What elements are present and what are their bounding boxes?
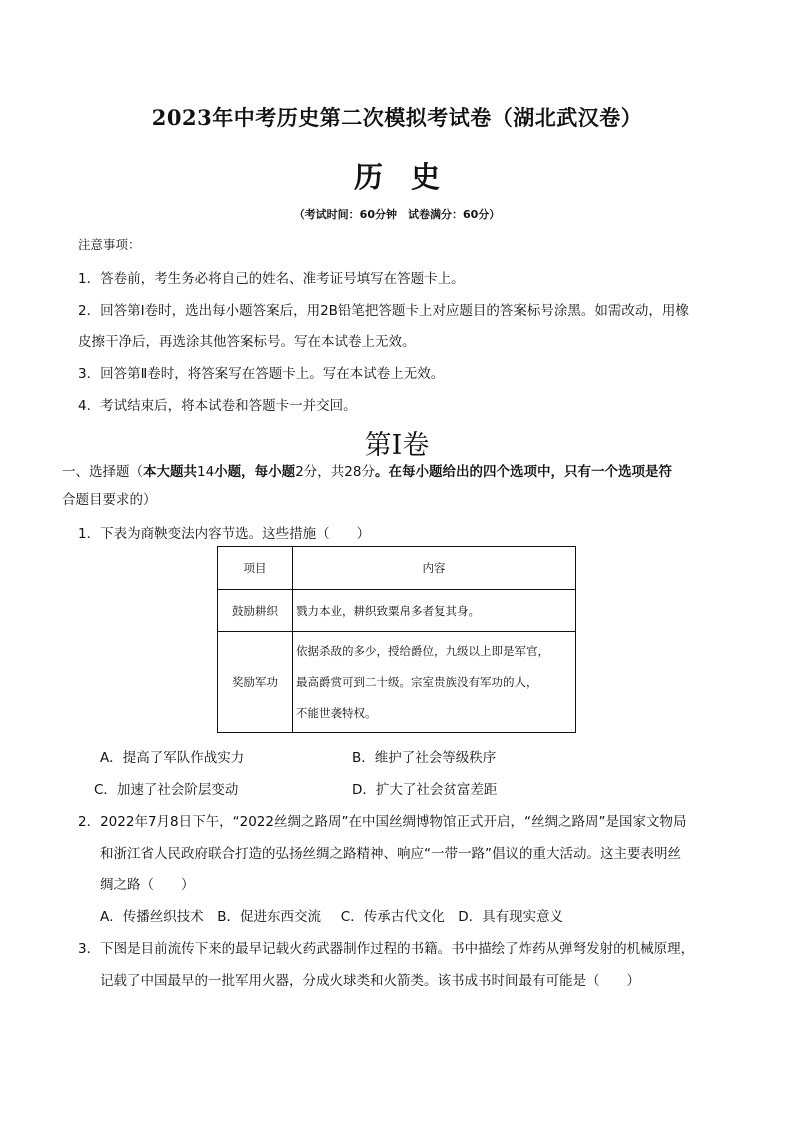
question-1-option-c: C．加速了社会阶层变动 [94,782,239,798]
question-1-stem: 1．下表为商鞅变法内容节选。这些措施（ ） [78,526,371,542]
table-cell-line: 依据杀敌的多少，授给爵位，九级以上即是军官， [296,643,549,658]
section-bold-3: 。在每小题给出的四个选项中，只有一个选项是符 [374,464,672,480]
section-count: 14 [197,464,215,480]
table-cell-content: 戮力本业，耕织致粟帛多者复其身。 [293,590,576,632]
question-2-stem-cont: 和浙江省人民政府联合打造的弘扬丝绸之路精神、响应“一带一路”倡议的重大活动。这主要表明丝 [100,846,681,862]
notice-item: 2．回答第Ⅰ卷时，选出每小题答案后，用2B铅笔把答题卡上对应题目的答案标号涂黑。如需改动，用橡 [78,303,689,319]
notice-heading: 注意事项： [78,237,141,252]
question-1-table [217,546,576,733]
table-row [218,632,576,733]
volume-title: 第Ⅰ卷 [364,430,430,461]
table-row [218,590,576,632]
question-2-stem: 2．2022年7月8日下午，“2022丝绸之路周”在中国丝绸博物馆正式开启，“丝绸之路周”是国家文物局 [78,814,687,830]
table-header-item: 项目 [218,547,293,590]
notice-item: 皮擦干净后，再选涂其他答案标号。写在本试卷上无效。 [78,334,416,350]
table-cell-line: 不能世袭特权。 [296,705,377,720]
notice-item: 3．回答第Ⅱ卷时，将答案写在答题卡上。写在本试卷上无效。 [78,366,445,382]
question-1-option-a: A．提高了军队作战实力 [100,750,245,766]
section-instructions [62,460,672,480]
table-cell-line: 最高爵赏可到二十级。宗室贵族没有军功的人， [296,674,538,689]
question-2-options: A．传播丝织技术 B．促进东西交流 C．传承古代文化 D．具有现实意义 [100,909,564,925]
section-prefix: 一、选择题（ [62,464,143,480]
notice-item: 1．答卷前，考生务必将自己的姓名、准考证号填写在答题卡上。 [78,271,465,287]
table-cell-item: 奖励军功 [218,632,293,733]
table-cell-content [293,632,576,733]
table-cell-item: 鼓励耕织 [218,590,293,632]
section-bold-2: 小题，每小题 [214,464,296,480]
question-1-option-d: D．扩大了社会贫富差距 [352,782,498,798]
section-instructions-cont: 合题目要求的） [62,492,157,508]
section-score: 2分，共28分 [295,464,375,480]
section-bold-1: 本大题共 [143,464,197,480]
subject-title: 历史 [353,160,468,194]
notice-item: 4．考试结束后，将本试卷和答题卡一并交回。 [78,398,357,414]
exam-info: （考试时间：60分钟 试卷满分：60分） [293,208,501,221]
question-2-stem-cont: 绸之路（ ） [100,877,195,893]
table-header-content: 内容 [293,547,576,590]
question-3-stem: 3．下图是目前流传下来的最早记载火药武器制作过程的书籍。书中描绘了炸药从弹弩发射的机械原理， [78,941,695,957]
question-1-option-b: B．维护了社会等级秩序 [352,750,497,766]
question-3-stem-cont: 记载了中国最早的一批军用火器，分成火球类和火箭类。该书成书时间最有可能是（ ） [100,973,640,989]
exam-title: 2023年中考历史第二次模拟考试卷（湖北武汉卷） [151,105,643,130]
